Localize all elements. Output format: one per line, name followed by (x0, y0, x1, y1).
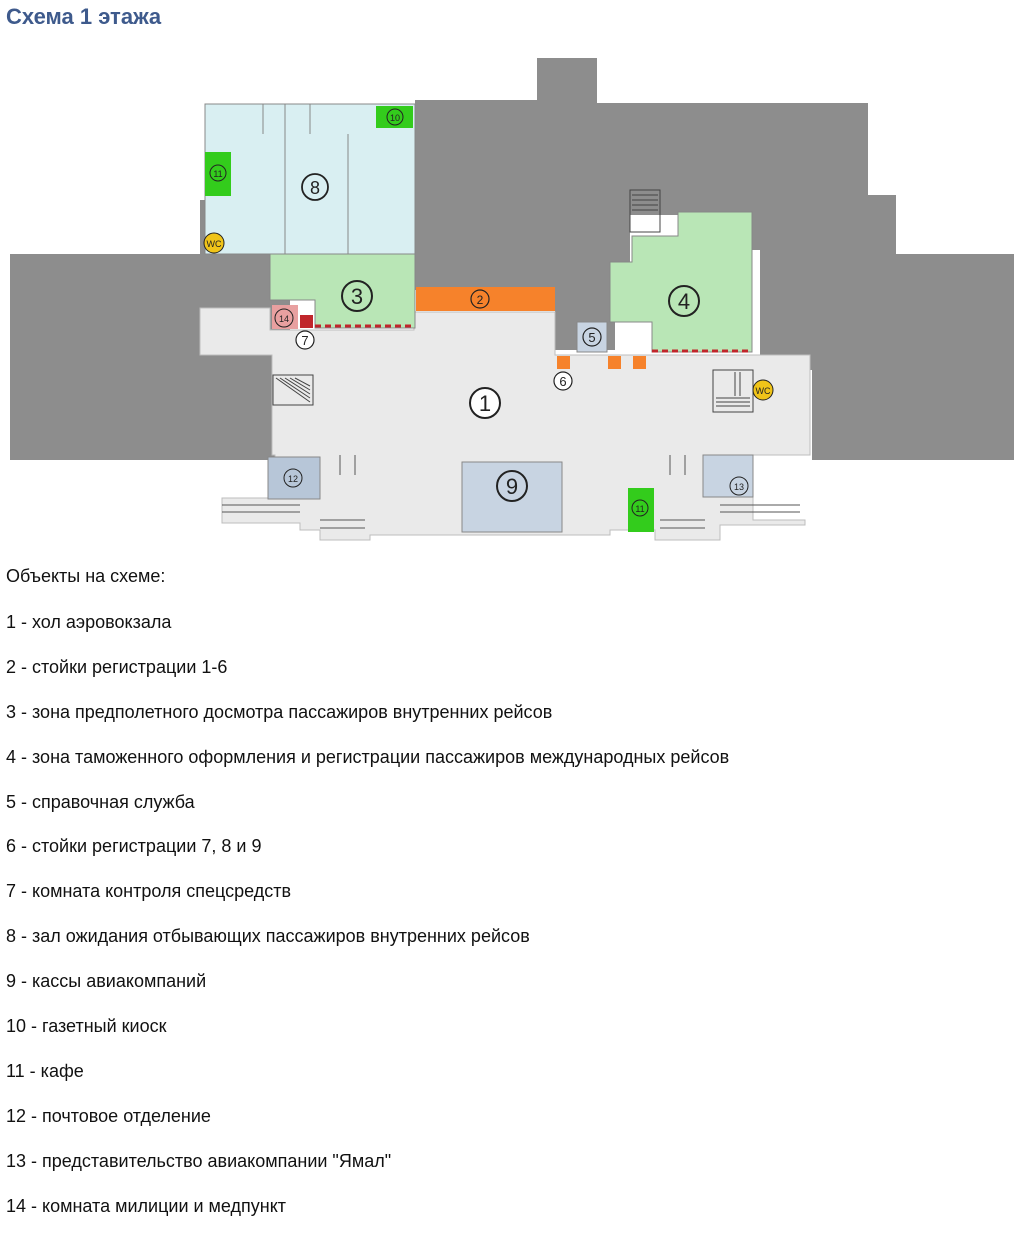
marker-7-label: 7 (301, 333, 309, 348)
wc-icon-east[interactable] (753, 380, 773, 400)
checkin-desk-7 (557, 356, 570, 369)
checkin-desk-9 (633, 356, 646, 369)
legend-item: 8 - зал ожидания отбывающих пассажиров внутренних рейсов (6, 926, 530, 947)
legend-item: 13 - представительство авиакомпании "Ямал" (6, 1150, 392, 1171)
control-room-7 (300, 315, 313, 328)
page-title: Схема 1 этажа (6, 4, 162, 29)
legend-item: 10 - газетный киоск (6, 1016, 167, 1037)
legend-item: 3 - зона предполетного досмотра пассажиров внутренних рейсов (6, 701, 553, 722)
marker-1-label: 1 (478, 391, 492, 416)
marker-10-label: 10 (389, 113, 401, 123)
marker-3-label: 3 (350, 284, 364, 309)
legend-item: 14 - комната милиции и медпункт (6, 1195, 287, 1216)
marker-6[interactable] (554, 372, 572, 390)
marker-2-label: 2 (476, 293, 484, 307)
legend-heading: Объекты на схеме: (6, 566, 166, 586)
legend-item: 2 - стойки регистрации 1-6 (6, 656, 228, 677)
marker-14-label: 14 (278, 314, 290, 324)
legend-list (6, 611, 729, 1239)
legend-item: 4 - зона таможенного оформления и регистрации пассажиров международных рейсов (6, 746, 730, 767)
marker-7[interactable] (296, 331, 314, 349)
marker-13-label: 13 (733, 482, 745, 492)
zone-4-customs (610, 212, 752, 352)
legend-item: 7 - комната контроля спецсредств (6, 881, 292, 902)
wc-north-label: WC (206, 239, 222, 249)
floor-plan-map (0, 50, 1024, 550)
legend-item: 5 - справочная служба (6, 791, 195, 812)
marker-5-label: 5 (588, 330, 596, 345)
checkin-desk-8 (608, 356, 621, 369)
wc-east-label: WC (755, 386, 771, 396)
marker-14[interactable] (275, 309, 293, 327)
marker-9-label: 9 (505, 474, 519, 499)
legend-item: 12 - почтовое отделение (6, 1105, 211, 1126)
legend-item: 6 - стойки регистрации 7, 8 и 9 (6, 836, 262, 857)
marker-11-north-label: 11 (213, 169, 223, 179)
marker-4-label: 4 (677, 289, 691, 314)
legend-item: 1 - хол аэровокзала (6, 612, 172, 632)
marker-8-label: 8 (309, 178, 321, 198)
marker-12-label: 12 (287, 474, 299, 484)
checkin-desks-1-6 (416, 287, 555, 311)
marker-11-south-label: 11 (635, 504, 645, 514)
marker-6-label: 6 (559, 374, 567, 389)
legend-item: 11 - кафе (6, 1060, 84, 1081)
room-13-yamal (703, 455, 753, 497)
legend-item: 9 - кассы авиакомпаний (6, 971, 207, 992)
wc-icon-north[interactable] (204, 233, 224, 253)
marker-1[interactable] (470, 388, 500, 418)
